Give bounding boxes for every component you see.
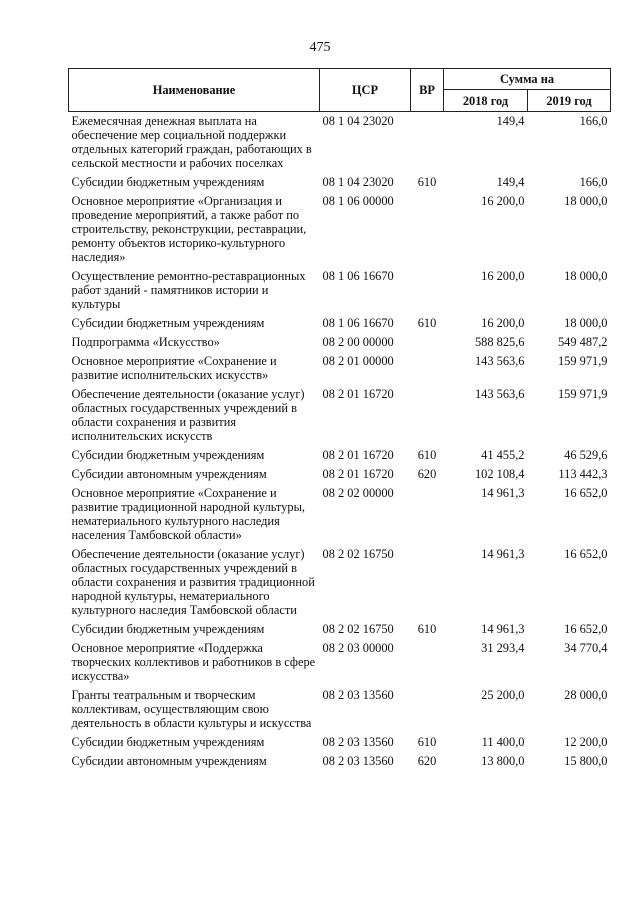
row-vr: 610	[417, 622, 437, 636]
row-name: Подпрограмма «Искусство»	[71, 335, 220, 349]
row-name: Обеспечение деятельности (оказание услуг) областных государственных учреждений в области сохранения и развития исполнительских искусств	[71, 387, 305, 443]
row-csr: 08 1 06 00000	[322, 194, 394, 208]
row-amount-2018: 143 563,6	[474, 387, 525, 401]
row-amount-2019: 12 200,0	[564, 735, 608, 749]
row-amount-2018: 41 455,2	[481, 448, 525, 462]
row-amount-2018: 149,4	[496, 114, 525, 128]
row-vr: 610	[417, 175, 437, 189]
row-vr	[411, 112, 444, 174]
row-vr	[411, 192, 444, 267]
row-name: Осуществление ремонтно-реставрационных работ зданий - памятников истории и культуры	[71, 269, 306, 311]
row-vr: 620	[417, 754, 437, 768]
row-amount-2019: 18 000,0	[564, 316, 608, 330]
table-row	[69, 639, 611, 686]
row-vr	[411, 333, 444, 352]
table-body	[69, 112, 611, 772]
budget-table	[68, 68, 611, 771]
row-amount-2018: 16 200,0	[481, 316, 525, 330]
row-csr: 08 1 06 16670	[322, 269, 394, 283]
row-csr: 08 2 00 00000	[322, 335, 394, 349]
row-csr: 08 2 02 00000	[322, 486, 394, 500]
row-amount-2018: 588 825,6	[474, 335, 525, 349]
row-name: Субсидии бюджетным учреждениям	[71, 448, 265, 462]
row-name: Гранты театральным и творческим коллективам, осуществляющим свою деятельность в области культуры и искусства	[71, 688, 312, 730]
header-csr: ЦСР	[320, 69, 411, 112]
table-row	[69, 686, 611, 733]
row-csr: 08 1 04 23020	[322, 114, 394, 128]
table-row	[69, 267, 611, 314]
table-header	[69, 69, 611, 112]
row-amount-2018: 143 563,6	[474, 354, 525, 368]
row-csr: 08 2 03 13560	[322, 754, 394, 768]
table-row	[69, 545, 611, 620]
row-csr: 08 2 03 13560	[322, 735, 394, 749]
row-csr: 08 1 06 16670	[322, 316, 394, 330]
row-amount-2019: 159 971,9	[557, 387, 608, 401]
table-row	[69, 465, 611, 484]
row-vr: 610	[417, 448, 437, 462]
table-row	[69, 333, 611, 352]
row-amount-2018: 13 800,0	[481, 754, 525, 768]
row-csr: 08 2 02 16750	[322, 547, 394, 561]
row-amount-2018: 11 400,0	[481, 735, 525, 749]
row-amount-2018: 16 200,0	[481, 269, 525, 283]
table-row	[69, 733, 611, 752]
row-csr: 08 2 01 16720	[322, 387, 394, 401]
row-vr	[411, 267, 444, 314]
row-amount-2018: 25 200,0	[481, 688, 525, 702]
row-amount-2019: 549 487,2	[557, 335, 608, 349]
table-row	[69, 446, 611, 465]
row-amount-2018: 31 293,4	[481, 641, 525, 655]
table-row	[69, 192, 611, 267]
row-amount-2018: 14 961,3	[481, 547, 525, 561]
row-amount-2019: 15 800,0	[564, 754, 608, 768]
row-amount-2019: 18 000,0	[564, 194, 608, 208]
header-year-2019: 2019 год	[528, 90, 611, 112]
row-csr: 08 2 01 16720	[322, 448, 394, 462]
row-name: Субсидии бюджетным учреждениям	[71, 316, 265, 330]
row-vr	[411, 639, 444, 686]
row-amount-2018: 14 961,3	[481, 622, 525, 636]
table-row	[69, 352, 611, 385]
row-amount-2019: 16 652,0	[564, 547, 608, 561]
row-amount-2019: 166,0	[579, 175, 608, 189]
table-row	[69, 752, 611, 771]
row-amount-2018: 149,4	[496, 175, 525, 189]
row-vr: 610	[417, 735, 437, 749]
row-vr	[411, 686, 444, 733]
row-name: Субсидии автономным учреждениям	[71, 754, 267, 768]
row-vr	[411, 484, 444, 545]
row-amount-2019: 16 652,0	[564, 622, 608, 636]
row-amount-2019: 113 442,3	[558, 467, 608, 481]
row-csr: 08 2 02 16750	[322, 622, 394, 636]
row-csr: 08 2 01 00000	[322, 354, 394, 368]
row-name: Субсидии бюджетным учреждениям	[71, 622, 265, 636]
row-name: Основное мероприятие «Сохранение и развитие традиционной народной культуры, нематериального культурного наследия населения Тамбовской области»	[71, 486, 305, 542]
table-row	[69, 620, 611, 639]
page-number: 475	[309, 40, 331, 55]
row-amount-2019: 46 529,6	[564, 448, 608, 462]
row-amount-2019: 34 770,4	[564, 641, 608, 655]
row-amount-2019: 166,0	[579, 114, 608, 128]
header-name: Наименование	[69, 69, 320, 112]
table-row	[69, 385, 611, 446]
table-row	[69, 484, 611, 545]
row-csr: 08 2 03 13560	[322, 688, 394, 702]
row-name: Обеспечение деятельности (оказание услуг) областных государственных учреждений в области сохранения и развития традиционной народной культуры, нематериального культурного наследия Тамбовской области	[71, 547, 315, 617]
row-name: Основное мероприятие «Сохранение и развитие исполнительских искусств»	[71, 354, 277, 382]
row-csr: 08 1 04 23020	[322, 175, 394, 189]
header-sum: Сумма на	[444, 69, 611, 90]
row-vr	[411, 545, 444, 620]
row-name: Основное мероприятие «Организация и проведение мероприятий, а также работ по строительству, реконструкции, реставрации, ремонту объектов историко-культурного наследия»	[71, 194, 307, 264]
row-name: Основное мероприятие «Поддержка творческих коллективов и работников в сфере искусства»	[71, 641, 316, 683]
row-amount-2019: 159 971,9	[557, 354, 608, 368]
row-vr	[411, 352, 444, 385]
row-vr: 610	[417, 316, 437, 330]
row-amount-2019: 16 652,0	[564, 486, 608, 500]
row-csr: 08 2 01 16720	[322, 467, 394, 481]
header-year-2018: 2018 год	[444, 90, 528, 112]
row-amount-2018: 102 108,4	[474, 467, 525, 481]
row-name: Субсидии бюджетным учреждениям	[71, 175, 265, 189]
row-vr: 620	[417, 467, 437, 481]
row-csr: 08 2 03 00000	[322, 641, 394, 655]
row-amount-2019: 28 000,0	[564, 688, 608, 702]
row-name: Ежемесячная денежная выплата на обеспечение мер социальной поддержки отдельных категорий граждан, работающих в сельской местности и рабочих поселках	[71, 114, 312, 170]
row-name: Субсидии бюджетным учреждениям	[71, 735, 265, 749]
header-vr: ВР	[411, 69, 444, 112]
row-amount-2018: 14 961,3	[481, 486, 525, 500]
table-row	[69, 112, 611, 174]
row-amount-2018: 16 200,0	[481, 194, 525, 208]
table-row	[69, 314, 611, 333]
row-amount-2019: 18 000,0	[564, 269, 608, 283]
row-name: Субсидии автономным учреждениям	[71, 467, 267, 481]
row-vr	[411, 385, 444, 446]
table-row	[69, 173, 611, 192]
